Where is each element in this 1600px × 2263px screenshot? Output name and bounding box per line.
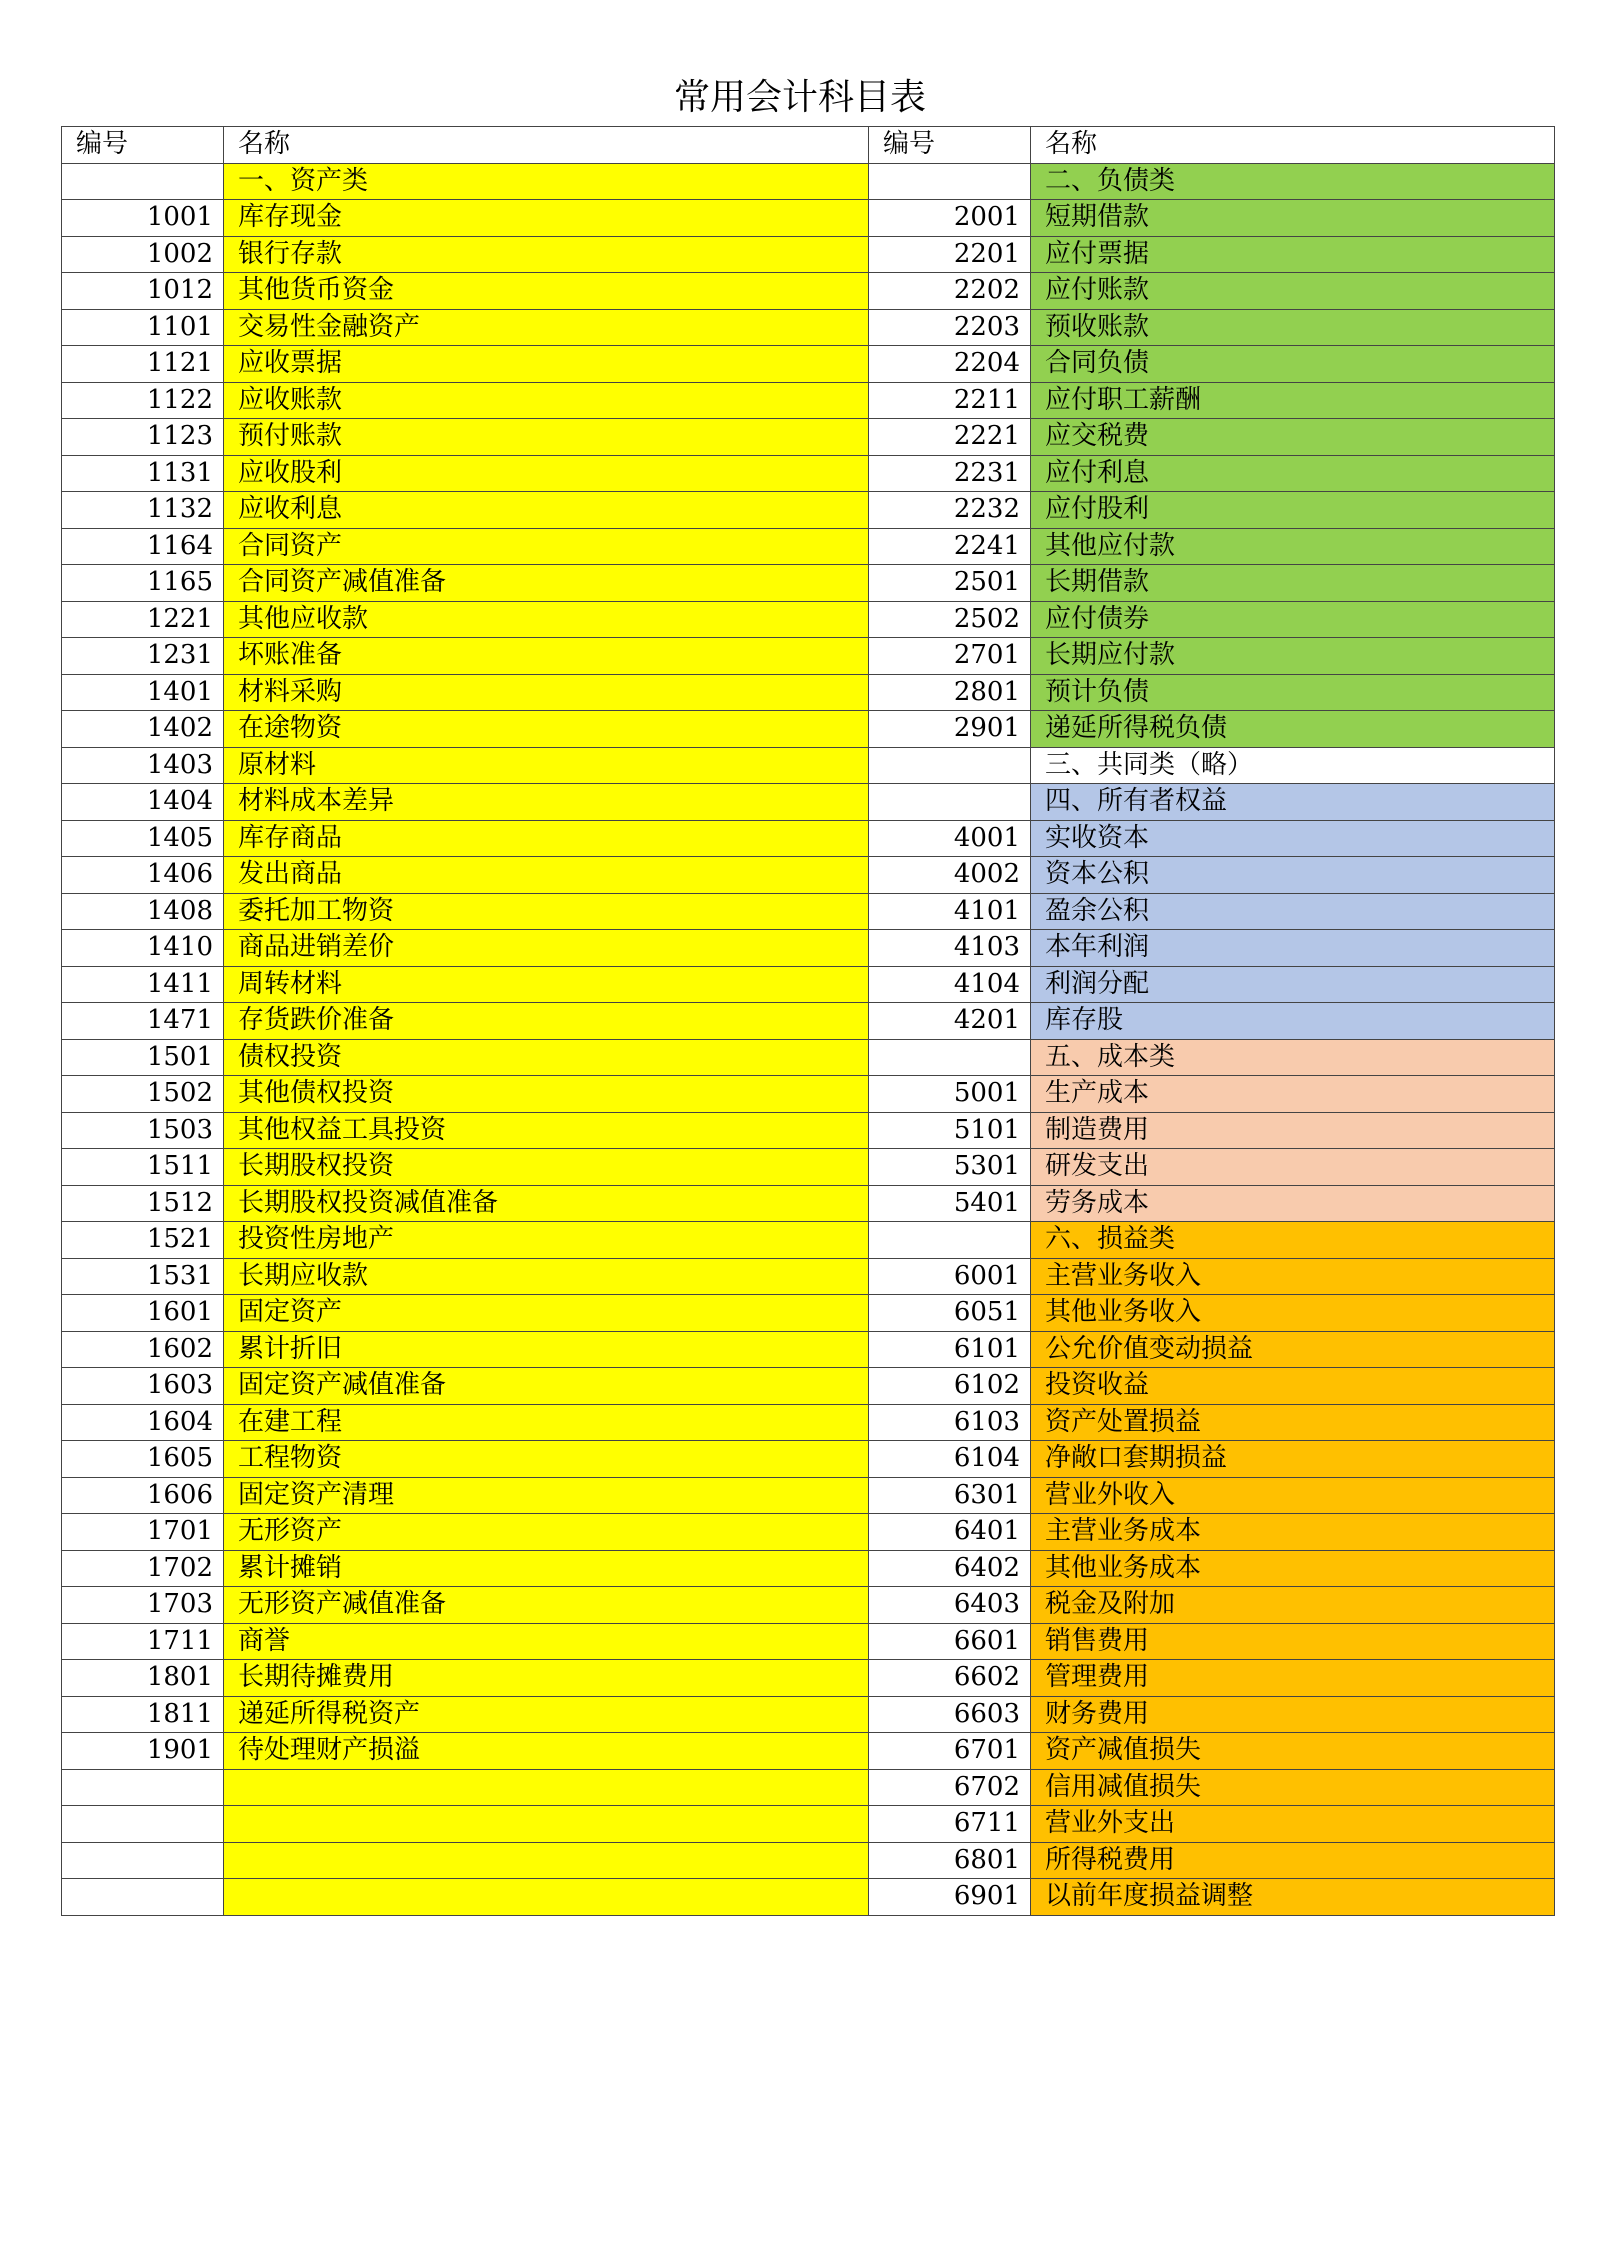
right-code-cell: 6101 [869, 1331, 1031, 1368]
table-row [62, 528, 1555, 565]
left-code-cell: 1221 [62, 601, 224, 638]
right-code-cell: 2241 [869, 528, 1031, 565]
table-row [62, 1039, 1555, 1076]
right-code-cell: 6401 [869, 1514, 1031, 1551]
right-code-cell: 2203 [869, 309, 1031, 346]
right-code-cell: 6701 [869, 1733, 1031, 1770]
page-title: 常用会计科目表 [673, 77, 926, 118]
table-row [62, 1368, 1555, 1405]
right-name-cell: 主营业务成本 [1031, 1514, 1555, 1551]
table-row [62, 1404, 1555, 1441]
right-code-cell: 4104 [869, 966, 1031, 1003]
table-row [62, 638, 1555, 675]
right-name-cell: 预收账款 [1031, 309, 1555, 346]
left-code-cell: 1531 [62, 1258, 224, 1295]
left-code-cell: 1603 [62, 1368, 224, 1405]
right-code-cell: 6301 [869, 1477, 1031, 1514]
right-code-cell: 2204 [869, 346, 1031, 383]
table-row [62, 966, 1555, 1003]
right-code-cell: 4103 [869, 930, 1031, 967]
right-code-cell: 6801 [869, 1842, 1031, 1879]
left-name-cell: 原材料 [224, 747, 869, 784]
right-name-cell: 其他业务收入 [1031, 1295, 1555, 1332]
right-name-cell: 三、共同类（略） [1031, 747, 1555, 784]
table-row [62, 1258, 1555, 1295]
right-name-cell: 六、损益类 [1031, 1222, 1555, 1259]
right-name-cell: 预计负债 [1031, 674, 1555, 711]
right-code-cell: 2701 [869, 638, 1031, 675]
left-name-cell: 工程物资 [224, 1441, 869, 1478]
left-name-cell: 其他债权投资 [224, 1076, 869, 1113]
left-code-cell: 1403 [62, 747, 224, 784]
table-row [62, 273, 1555, 310]
right-code-cell: 2502 [869, 601, 1031, 638]
table-row [62, 1331, 1555, 1368]
left-code-cell: 1404 [62, 784, 224, 821]
left-name-cell: 应收股利 [224, 455, 869, 492]
right-code-cell [869, 1039, 1031, 1076]
right-code-cell: 4002 [869, 857, 1031, 894]
right-code-cell [869, 163, 1031, 200]
table-row [62, 1733, 1555, 1770]
left-code-cell: 1811 [62, 1696, 224, 1733]
right-name-cell: 其他应付款 [1031, 528, 1555, 565]
left-name-cell: 无形资产 [224, 1514, 869, 1551]
table-row [62, 1149, 1555, 1186]
right-code-cell: 6102 [869, 1368, 1031, 1405]
right-name-cell: 营业外支出 [1031, 1806, 1555, 1843]
left-code-cell: 1604 [62, 1404, 224, 1441]
table-row [62, 747, 1555, 784]
right-code-cell: 6103 [869, 1404, 1031, 1441]
left-name-cell [224, 1842, 869, 1879]
table-row [62, 492, 1555, 529]
left-name-cell [224, 1879, 869, 1916]
left-name-cell: 长期应收款 [224, 1258, 869, 1295]
right-name-cell: 四、所有者权益 [1031, 784, 1555, 821]
left-name-cell: 在途物资 [224, 711, 869, 748]
table-row [62, 455, 1555, 492]
right-name-cell: 资产处置损益 [1031, 1404, 1555, 1441]
left-name-cell: 存货跌价准备 [224, 1003, 869, 1040]
left-code-cell: 1123 [62, 419, 224, 456]
left-name-cell: 合同资产减值准备 [224, 565, 869, 602]
table-row [62, 1769, 1555, 1806]
right-code-cell: 5101 [869, 1112, 1031, 1149]
left-code-cell: 1502 [62, 1076, 224, 1113]
right-code-cell: 5401 [869, 1185, 1031, 1222]
right-code-cell: 4101 [869, 893, 1031, 930]
left-code-cell: 1711 [62, 1623, 224, 1660]
right-name-cell: 生产成本 [1031, 1076, 1555, 1113]
table-row [62, 1477, 1555, 1514]
left-code-cell: 1901 [62, 1733, 224, 1770]
left-name-cell: 长期股权投资 [224, 1149, 869, 1186]
left-code-cell: 1121 [62, 346, 224, 383]
left-name-cell: 累计摊销 [224, 1550, 869, 1587]
right-code-cell: 2501 [869, 565, 1031, 602]
left-code-cell [62, 1879, 224, 1916]
left-code-cell: 1401 [62, 674, 224, 711]
left-code-cell: 1410 [62, 930, 224, 967]
right-name-cell: 长期应付款 [1031, 638, 1555, 675]
right-code-cell: 6001 [869, 1258, 1031, 1295]
left-name-cell: 固定资产 [224, 1295, 869, 1332]
right-code-cell: 4201 [869, 1003, 1031, 1040]
table-row [62, 1623, 1555, 1660]
account-table [61, 126, 1555, 1916]
left-name-cell: 委托加工物资 [224, 893, 869, 930]
left-code-cell: 1471 [62, 1003, 224, 1040]
table-row [62, 674, 1555, 711]
left-name-cell: 商誉 [224, 1623, 869, 1660]
left-code-cell: 1406 [62, 857, 224, 894]
right-name-cell: 应付利息 [1031, 455, 1555, 492]
right-code-cell: 6403 [869, 1587, 1031, 1624]
left-code-cell: 1801 [62, 1660, 224, 1697]
table-row [62, 200, 1555, 237]
header-row [62, 127, 1555, 164]
right-name-cell: 本年利润 [1031, 930, 1555, 967]
right-name-cell: 利润分配 [1031, 966, 1555, 1003]
left-name-cell: 其他应收款 [224, 601, 869, 638]
table-row [62, 1879, 1555, 1916]
left-name-cell: 应收票据 [224, 346, 869, 383]
left-code-cell: 1521 [62, 1222, 224, 1259]
left-name-cell [224, 1769, 869, 1806]
right-code-cell: 6702 [869, 1769, 1031, 1806]
left-code-cell: 1702 [62, 1550, 224, 1587]
left-name-cell [224, 1806, 869, 1843]
left-code-cell: 1703 [62, 1587, 224, 1624]
right-code-cell: 6602 [869, 1660, 1031, 1697]
right-name-cell: 税金及附加 [1031, 1587, 1555, 1624]
right-code-cell: 2202 [869, 273, 1031, 310]
right-code-cell: 6603 [869, 1696, 1031, 1733]
left-name-cell: 库存商品 [224, 820, 869, 857]
right-name-cell: 二、负债类 [1031, 163, 1555, 200]
table-row [62, 1842, 1555, 1879]
right-name-cell: 净敞口套期损益 [1031, 1441, 1555, 1478]
left-code-cell: 1101 [62, 309, 224, 346]
left-name-cell: 债权投资 [224, 1039, 869, 1076]
table-row [62, 1112, 1555, 1149]
right-name-cell: 研发支出 [1031, 1149, 1555, 1186]
table-row [62, 346, 1555, 383]
left-name-cell: 长期待摊费用 [224, 1660, 869, 1697]
right-name-cell: 营业外收入 [1031, 1477, 1555, 1514]
right-name-cell: 财务费用 [1031, 1696, 1555, 1733]
right-code-cell: 2211 [869, 382, 1031, 419]
table-row [62, 1696, 1555, 1733]
left-code-cell: 1605 [62, 1441, 224, 1478]
table-row [62, 309, 1555, 346]
right-code-cell [869, 784, 1031, 821]
right-code-cell [869, 1222, 1031, 1259]
table-row [62, 1806, 1555, 1843]
left-code-cell: 1606 [62, 1477, 224, 1514]
table-row [62, 1222, 1555, 1259]
left-code-cell [62, 1842, 224, 1879]
right-name-cell: 应付票据 [1031, 236, 1555, 273]
table-row [62, 601, 1555, 638]
right-name-cell: 主营业务收入 [1031, 1258, 1555, 1295]
left-name-cell: 库存现金 [224, 200, 869, 237]
right-code-cell: 6901 [869, 1879, 1031, 1916]
right-code-cell: 2201 [869, 236, 1031, 273]
right-code-cell: 2001 [869, 200, 1031, 237]
left-code-cell: 1231 [62, 638, 224, 675]
right-name-cell: 信用减值损失 [1031, 1769, 1555, 1806]
left-code-cell: 1131 [62, 455, 224, 492]
right-name-cell: 应付职工薪酬 [1031, 382, 1555, 419]
left-code-cell: 1408 [62, 893, 224, 930]
right-name-cell: 以前年度损益调整 [1031, 1879, 1555, 1916]
left-name-cell: 固定资产清理 [224, 1477, 869, 1514]
table-row [62, 419, 1555, 456]
left-name-cell: 发出商品 [224, 857, 869, 894]
left-name-cell: 银行存款 [224, 236, 869, 273]
right-code-cell: 2901 [869, 711, 1031, 748]
right-name-cell: 应付股利 [1031, 492, 1555, 529]
table-row [62, 930, 1555, 967]
left-name-cell: 投资性房地产 [224, 1222, 869, 1259]
left-name-cell: 应收利息 [224, 492, 869, 529]
table-row [62, 1550, 1555, 1587]
left-code-cell: 1164 [62, 528, 224, 565]
right-name-cell: 其他业务成本 [1031, 1550, 1555, 1587]
table-row [62, 1587, 1555, 1624]
right-code-cell: 2221 [869, 419, 1031, 456]
right-name-cell: 合同负债 [1031, 346, 1555, 383]
left-name-cell: 交易性金融资产 [224, 309, 869, 346]
left-code-cell: 1411 [62, 966, 224, 1003]
right-code-cell: 6104 [869, 1441, 1031, 1478]
left-code-cell: 1001 [62, 200, 224, 237]
left-name-cell: 累计折旧 [224, 1331, 869, 1368]
right-name-cell: 所得税费用 [1031, 1842, 1555, 1879]
left-name-cell: 合同资产 [224, 528, 869, 565]
left-name-cell: 在建工程 [224, 1404, 869, 1441]
right-name-cell: 应付债券 [1031, 601, 1555, 638]
table-row [62, 565, 1555, 602]
right-code-cell: 6051 [869, 1295, 1031, 1332]
right-name-cell: 实收资本 [1031, 820, 1555, 857]
right-name-cell: 投资收益 [1031, 1368, 1555, 1405]
left-name-cell: 递延所得税资产 [224, 1696, 869, 1733]
table-row [62, 1003, 1555, 1040]
right-name-cell: 短期借款 [1031, 200, 1555, 237]
left-name-cell: 预付账款 [224, 419, 869, 456]
header-name-right: 名称 [1031, 127, 1555, 164]
table-row [62, 1076, 1555, 1113]
table-row [62, 857, 1555, 894]
right-name-cell: 公允价值变动损益 [1031, 1331, 1555, 1368]
left-name-cell: 无形资产减值准备 [224, 1587, 869, 1624]
table-row [62, 1660, 1555, 1697]
left-code-cell: 1002 [62, 236, 224, 273]
right-name-cell: 资本公积 [1031, 857, 1555, 894]
right-name-cell: 制造费用 [1031, 1112, 1555, 1149]
left-name-cell: 材料采购 [224, 674, 869, 711]
header-code-right: 编号 [869, 127, 1031, 164]
right-code-cell: 2801 [869, 674, 1031, 711]
left-code-cell: 1501 [62, 1039, 224, 1076]
table-row [62, 236, 1555, 273]
left-name-cell: 材料成本差异 [224, 784, 869, 821]
table-row [62, 382, 1555, 419]
right-name-cell: 递延所得税负债 [1031, 711, 1555, 748]
right-name-cell: 管理费用 [1031, 1660, 1555, 1697]
left-code-cell: 1122 [62, 382, 224, 419]
header-name-left: 名称 [224, 127, 869, 164]
left-name-cell: 商品进销差价 [224, 930, 869, 967]
right-code-cell: 6711 [869, 1806, 1031, 1843]
table-row [62, 1441, 1555, 1478]
left-code-cell: 1402 [62, 711, 224, 748]
left-name-cell: 坏账准备 [224, 638, 869, 675]
right-name-cell: 劳务成本 [1031, 1185, 1555, 1222]
right-name-cell: 库存股 [1031, 1003, 1555, 1040]
left-code-cell: 1512 [62, 1185, 224, 1222]
left-code-cell: 1165 [62, 565, 224, 602]
left-code-cell [62, 1769, 224, 1806]
right-code-cell: 6601 [869, 1623, 1031, 1660]
table-row [62, 1514, 1555, 1551]
left-name-cell: 周转材料 [224, 966, 869, 1003]
left-code-cell: 1601 [62, 1295, 224, 1332]
left-code-cell: 1503 [62, 1112, 224, 1149]
table-row [62, 1295, 1555, 1332]
right-name-cell: 盈余公积 [1031, 893, 1555, 930]
left-name-cell: 其他货币资金 [224, 273, 869, 310]
right-name-cell: 资产减值损失 [1031, 1733, 1555, 1770]
right-code-cell: 6402 [869, 1550, 1031, 1587]
left-code-cell: 1132 [62, 492, 224, 529]
table-row [62, 711, 1555, 748]
table-row [62, 163, 1555, 200]
right-name-cell: 五、成本类 [1031, 1039, 1555, 1076]
left-name-cell: 长期股权投资减值准备 [224, 1185, 869, 1222]
left-code-cell: 1405 [62, 820, 224, 857]
right-name-cell: 长期借款 [1031, 565, 1555, 602]
right-name-cell: 应付账款 [1031, 273, 1555, 310]
left-code-cell [62, 1806, 224, 1843]
right-code-cell: 2232 [869, 492, 1031, 529]
table-row [62, 820, 1555, 857]
table-row [62, 784, 1555, 821]
right-code-cell: 5301 [869, 1149, 1031, 1186]
right-code-cell: 2231 [869, 455, 1031, 492]
right-name-cell: 应交税费 [1031, 419, 1555, 456]
left-name-cell: 应收账款 [224, 382, 869, 419]
left-code-cell: 1511 [62, 1149, 224, 1186]
left-name-cell: 一、资产类 [224, 163, 869, 200]
header-code-left: 编号 [62, 127, 224, 164]
left-code-cell: 1701 [62, 1514, 224, 1551]
left-code-cell: 1602 [62, 1331, 224, 1368]
left-name-cell: 待处理财产损溢 [224, 1733, 869, 1770]
table-row [62, 1185, 1555, 1222]
right-name-cell: 销售费用 [1031, 1623, 1555, 1660]
table-row [62, 893, 1555, 930]
left-name-cell: 其他权益工具投资 [224, 1112, 869, 1149]
right-code-cell [869, 747, 1031, 784]
left-code-cell: 1012 [62, 273, 224, 310]
right-code-cell: 4001 [869, 820, 1031, 857]
left-code-cell [62, 163, 224, 200]
right-code-cell: 5001 [869, 1076, 1031, 1113]
left-name-cell: 固定资产减值准备 [224, 1368, 869, 1405]
